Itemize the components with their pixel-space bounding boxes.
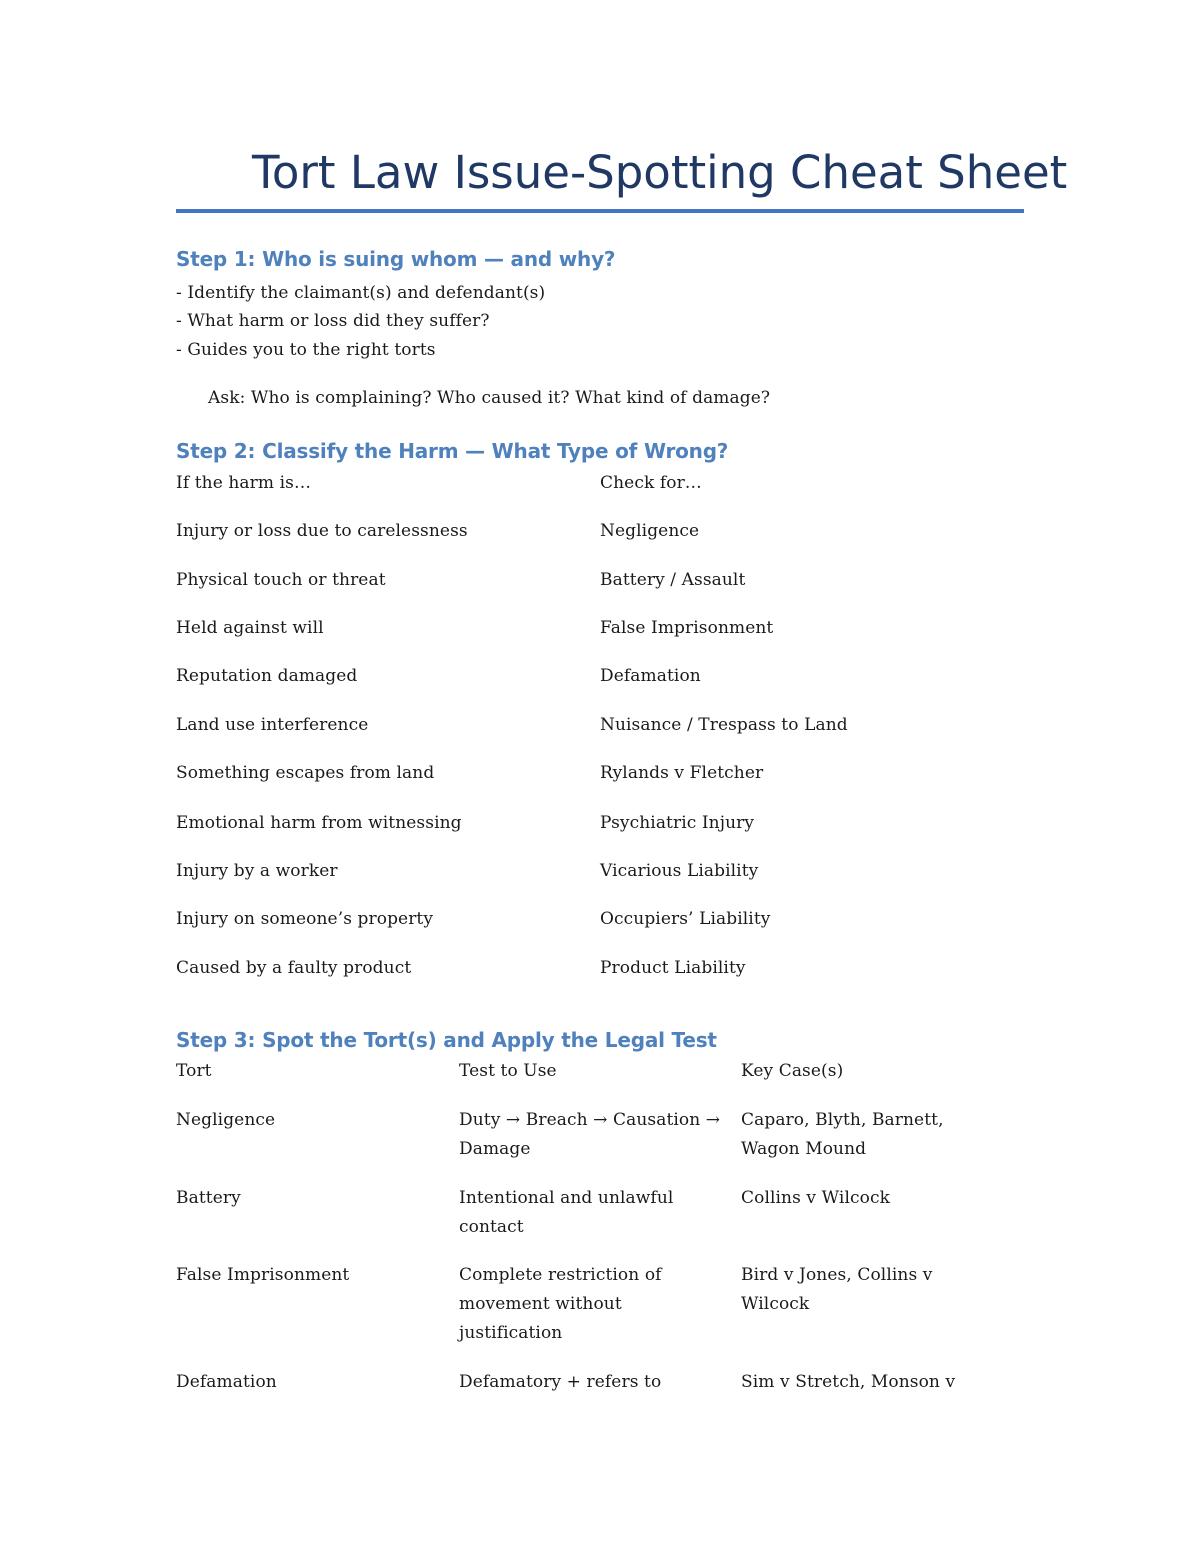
step2-tort-cell: Psychiatric Injury — [600, 813, 755, 833]
title-underline — [176, 209, 1024, 213]
step1-bullet: - What harm or loss did they suffer? — [176, 311, 490, 331]
step2-header-check: Check for… — [600, 473, 702, 493]
step2-harm-cell: Something escapes from land — [176, 763, 435, 783]
step3-test-cell: Duty → Breach → Causation → Damage — [459, 1110, 721, 1159]
step3-header-tort: Tort — [176, 1061, 212, 1081]
step2-tort-cell: Negligence — [600, 521, 700, 541]
step3-test-cell: Complete restriction of movement without justification — [459, 1265, 662, 1343]
step2-tort-cell: Battery / Assault — [600, 570, 746, 590]
step2-harm-cell: Injury on someone’s property — [176, 909, 434, 929]
step1-bullet: - Identify the claimant(s) and defendant(s) — [176, 283, 546, 303]
page-title: Tort Law Issue-Spotting Cheat Sheet — [252, 146, 1068, 199]
step3-heading: Step 3: Spot the Tort(s) and Apply the Legal Test — [176, 1028, 717, 1052]
step3-test-cell: Defamatory + refers to — [459, 1372, 662, 1392]
step2-harm-cell: Caused by a faulty product — [176, 958, 412, 978]
step3-cases-cell: Caparo, Blyth, Barnett, Wagon Mound — [741, 1110, 944, 1159]
step2-tort-cell: Occupiers’ Liability — [600, 909, 771, 929]
step2-tort-cell: Vicarious Liability — [600, 861, 759, 881]
step3-cases-cell: Bird v Jones, Collins v Wilcock — [741, 1265, 933, 1314]
step1-bullet: - Guides you to the right torts — [176, 340, 436, 360]
step2-tort-cell: False Imprisonment — [600, 618, 774, 638]
step2-tort-cell: Rylands v Fletcher — [600, 763, 764, 783]
step3-test-cell: Intentional and unlawful contact — [459, 1188, 674, 1237]
step3-cases-cell: Collins v Wilcock — [741, 1188, 890, 1208]
step2-harm-cell: Land use interference — [176, 715, 369, 735]
step3-tort-cell: Battery — [176, 1188, 241, 1208]
step2-harm-cell: Reputation damaged — [176, 666, 358, 686]
step1-ask: Ask: Who is complaining? Who caused it? What kind of damage? — [208, 388, 771, 408]
step1-heading: Step 1: Who is suing whom — and why? — [176, 247, 616, 271]
step3-tort-cell: Negligence — [176, 1110, 276, 1130]
step2-harm-cell: Injury by a worker — [176, 861, 338, 881]
step3-cases-cell: Sim v Stretch, Monson v — [741, 1372, 956, 1392]
step3-header-test: Test to Use — [459, 1061, 557, 1081]
step2-tort-cell: Product Liability — [600, 958, 746, 978]
step2-harm-cell: Physical touch or threat — [176, 570, 386, 590]
step3-header-cases: Key Case(s) — [741, 1061, 844, 1081]
step2-heading: Step 2: Classify the Harm — What Type of Wrong? — [176, 439, 729, 463]
step2-tort-cell: Nuisance / Trespass to Land — [600, 715, 848, 735]
step2-harm-cell: Held against will — [176, 618, 324, 638]
step2-tort-cell: Defamation — [600, 666, 701, 686]
step2-harm-cell: Emotional harm from witnessing — [176, 813, 462, 833]
step2-harm-cell: Injury or loss due to carelessness — [176, 521, 468, 541]
step3-tort-cell: Defamation — [176, 1372, 277, 1392]
step3-tort-cell: False Imprisonment — [176, 1265, 350, 1285]
step2-header-harm: If the harm is… — [176, 473, 312, 493]
